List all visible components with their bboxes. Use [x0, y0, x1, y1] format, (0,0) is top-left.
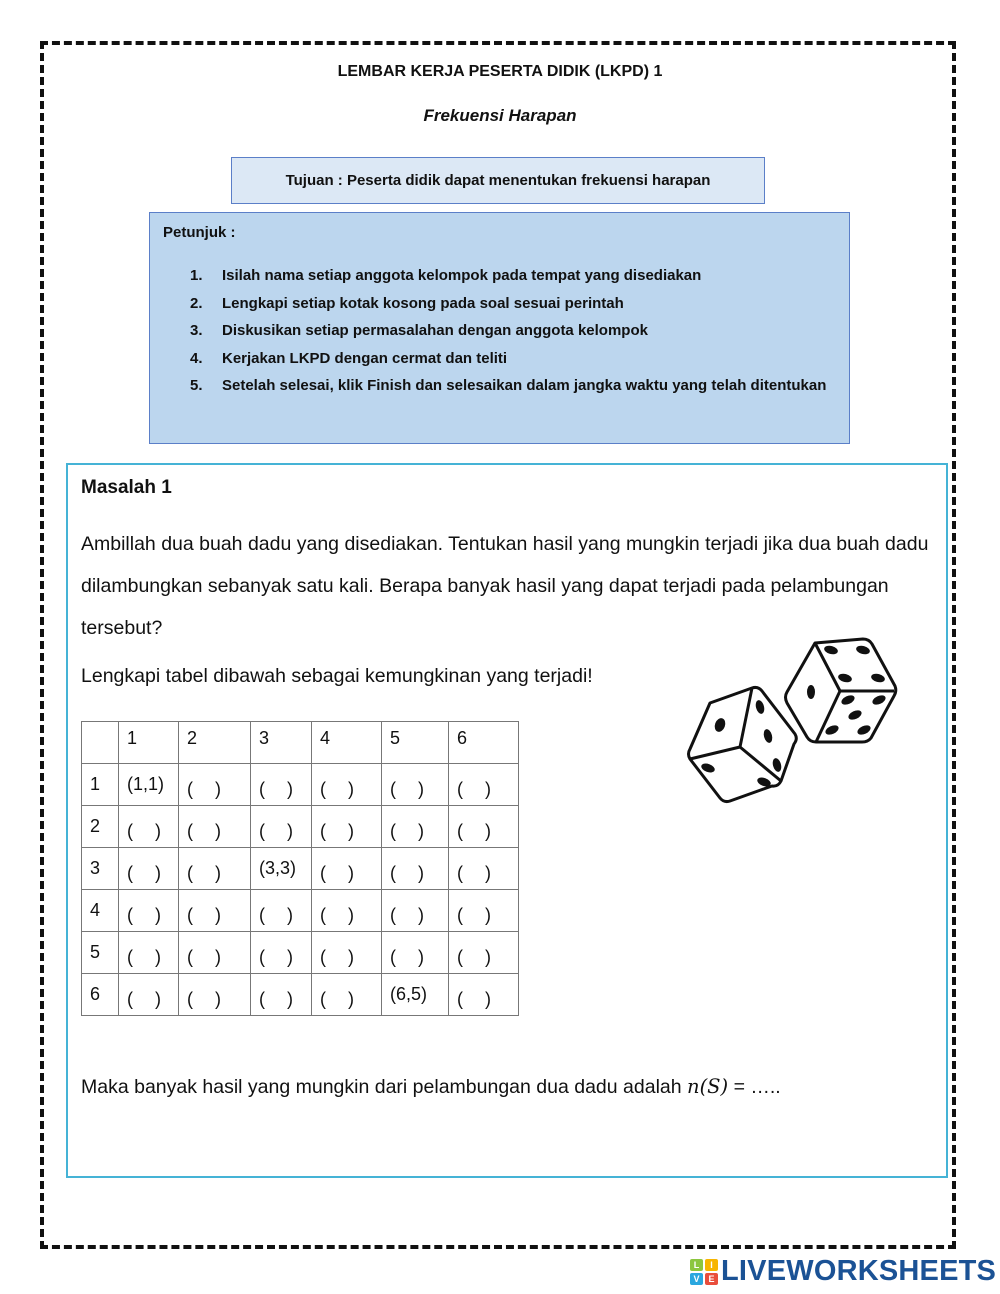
close-paren: ) — [287, 947, 293, 967]
open-paren: ( — [259, 989, 265, 1009]
outcome-cell — [119, 932, 179, 974]
liveworksheets-logo — [690, 1255, 996, 1288]
open-paren: ( — [187, 863, 193, 883]
open-paren: ( — [320, 905, 326, 925]
instruction-item — [190, 372, 837, 400]
column-header: 2 — [179, 722, 251, 764]
open-paren: ( — [127, 947, 133, 967]
outcome-cell — [382, 974, 449, 1016]
open-paren: ( — [187, 779, 193, 799]
outcome-cell — [382, 848, 449, 890]
logo-letter: L — [690, 1259, 703, 1271]
close-paren: ) — [215, 947, 221, 967]
open-paren: ( — [187, 989, 193, 1009]
open-paren: ( — [457, 905, 463, 925]
outcome-cell — [312, 848, 382, 890]
close-paren: ) — [155, 989, 161, 1009]
close-paren: ) — [418, 821, 424, 841]
open-paren: ( — [390, 779, 396, 799]
conclusion-answer-blank[interactable]: = ….. — [728, 1076, 781, 1098]
table-row — [82, 806, 519, 848]
problem-text: Ambillah dua buah dadu yang disediakan. Tentukan hasil yang mungkin terjadi jika dua buah dadu dilambungkan sebanyak satu kali. Berapa banyak hasil yang dapat terjadi pada pelambungan tersebut? — [81, 533, 929, 639]
close-paren: ) — [348, 779, 354, 799]
close-paren: ) — [287, 821, 293, 841]
instruction-text: Lengkapi setiap kotak kosong pada soal sesuai perintah — [222, 294, 624, 312]
open-paren: ( — [390, 821, 396, 841]
open-paren: ( — [457, 779, 463, 799]
instructions-box — [149, 212, 850, 444]
open-paren: ( — [187, 821, 193, 841]
outcome-cell — [119, 890, 179, 932]
conclusion — [81, 1075, 781, 1099]
close-paren: ) — [348, 905, 354, 925]
table-row — [82, 974, 519, 1016]
open-paren: ( — [187, 905, 193, 925]
logo-letter: I — [705, 1259, 718, 1271]
open-paren: ( — [390, 863, 396, 883]
outcome-cell — [119, 764, 179, 806]
outcome-cell — [449, 974, 519, 1016]
open-paren: ( — [259, 821, 265, 841]
close-paren: ) — [287, 989, 293, 1009]
close-paren: ) — [155, 947, 161, 967]
close-paren: ) — [287, 905, 293, 925]
table-row — [82, 890, 519, 932]
outcome-cell — [179, 974, 251, 1016]
open-paren: ( — [259, 779, 265, 799]
open-paren: ( — [259, 905, 265, 925]
outcome-cell — [251, 764, 312, 806]
outcome-cell — [251, 806, 312, 848]
live-logo-icon — [690, 1259, 718, 1285]
close-paren: ) — [485, 989, 491, 1009]
close-paren: ) — [348, 821, 354, 841]
outcome-cell — [251, 890, 312, 932]
instruction-number: 3. — [190, 322, 203, 339]
open-paren: ( — [320, 989, 326, 1009]
instruction-text: Setelah selesai, klik Finish dan selesaikan dalam jangka waktu yang telah ditentukan — [222, 377, 827, 394]
column-header: 1 — [119, 722, 179, 764]
outcome-cell — [382, 932, 449, 974]
logo-letter: V — [690, 1273, 703, 1285]
outcome-cell — [449, 932, 519, 974]
table-row — [82, 848, 519, 890]
instruction-number: 2. — [190, 294, 203, 312]
worksheet-subtitle: Frekuensi Harapan — [423, 106, 577, 125]
instruction-text: Kerjakan LKPD dengan cermat dan teliti — [222, 349, 508, 367]
outcome-cell — [179, 806, 251, 848]
open-paren: ( — [127, 905, 133, 925]
row-header: 5 — [82, 932, 119, 974]
outcome-cell — [449, 890, 519, 932]
instruction-text: Diskusikan setiap permasalahan dengan anggota kelompok — [222, 322, 648, 339]
right-die — [786, 639, 896, 742]
row-header: 3 — [82, 848, 119, 890]
table-row — [82, 764, 519, 806]
open-paren: ( — [127, 863, 133, 883]
close-paren: ) — [485, 821, 491, 841]
outcome-cell — [449, 806, 519, 848]
outcome-cell — [312, 764, 382, 806]
close-paren: ) — [348, 863, 354, 883]
close-paren: ) — [418, 779, 424, 799]
open-paren: ( — [457, 863, 463, 883]
instruction-item — [190, 290, 837, 318]
table-corner-cell — [82, 722, 119, 764]
open-paren: ( — [259, 947, 265, 967]
instructions-list — [190, 262, 837, 400]
close-paren: ) — [155, 905, 161, 925]
outcome-cell — [119, 806, 179, 848]
close-paren: ) — [418, 905, 424, 925]
close-paren: ) — [485, 779, 491, 799]
table-instruction: Lengkapi tabel dibawah sebagai kemungkinan yang terjadi! — [81, 665, 593, 687]
goal-box — [231, 157, 765, 204]
open-paren: ( — [320, 779, 326, 799]
sample-space-notation: n(S) — [687, 1075, 729, 1098]
close-paren: ) — [215, 779, 221, 799]
outcome-cell — [312, 806, 382, 848]
open-paren: ( — [390, 947, 396, 967]
outcome-cell — [312, 932, 382, 974]
column-header: 6 — [449, 722, 519, 764]
worksheet-title: LEMBAR KERJA PESERTA DIDIK (LKPD) 1 — [337, 63, 663, 80]
row-header: 1 — [82, 764, 119, 806]
close-paren: ) — [155, 863, 161, 883]
problem-box — [66, 463, 948, 1178]
outcome-cell — [382, 890, 449, 932]
problem-title: Masalah 1 — [81, 477, 172, 498]
open-paren: ( — [457, 947, 463, 967]
close-paren: ) — [485, 905, 491, 925]
close-paren: ) — [215, 863, 221, 883]
instruction-number: 5. — [190, 377, 203, 394]
instruction-text: Isilah nama setiap anggota kelompok pada tempat yang disediakan — [222, 267, 702, 284]
outcome-cell — [312, 890, 382, 932]
table-row — [82, 932, 519, 974]
outcome-value: (6,5) — [390, 984, 428, 1004]
outcome-cell — [382, 764, 449, 806]
close-paren: ) — [215, 821, 221, 841]
outcome-cell — [449, 848, 519, 890]
outcome-cell — [312, 974, 382, 1016]
instruction-item — [190, 345, 837, 373]
left-die — [689, 687, 797, 801]
close-paren: ) — [418, 863, 424, 883]
open-paren: ( — [127, 989, 133, 1009]
column-header: 5 — [382, 722, 449, 764]
close-paren: ) — [485, 863, 491, 883]
open-paren: ( — [320, 947, 326, 967]
outcome-value: (3,3) — [259, 858, 297, 878]
table-header-row — [82, 722, 519, 764]
open-paren: ( — [320, 821, 326, 841]
row-header: 2 — [82, 806, 119, 848]
outcome-cell — [449, 764, 519, 806]
column-header: 3 — [251, 722, 312, 764]
close-paren: ) — [155, 821, 161, 841]
column-header: 4 — [312, 722, 382, 764]
logo-text: LIVEWORKSHEETS — [721, 1255, 997, 1287]
instructions-title: Petunjuk : — [163, 224, 236, 241]
outcome-cell — [119, 848, 179, 890]
conclusion-prefix: Maka banyak hasil yang mungkin dari pelambungan dua dadu adalah — [81, 1076, 688, 1098]
close-paren: ) — [348, 947, 354, 967]
close-paren: ) — [418, 947, 424, 967]
open-paren: ( — [457, 821, 463, 841]
dice-icon — [678, 630, 908, 810]
close-paren: ) — [287, 779, 293, 799]
outcome-cell — [179, 890, 251, 932]
outcome-cell — [251, 974, 312, 1016]
logo-letter: E — [705, 1273, 718, 1285]
row-header: 4 — [82, 890, 119, 932]
outcome-cell — [179, 764, 251, 806]
instruction-number: 4. — [190, 349, 203, 367]
instruction-item — [190, 262, 837, 290]
instruction-number: 1. — [190, 267, 203, 284]
close-paren: ) — [485, 947, 491, 967]
open-paren: ( — [127, 821, 133, 841]
outcome-cell — [119, 974, 179, 1016]
outcome-cell — [179, 932, 251, 974]
open-paren: ( — [187, 947, 193, 967]
die-pip — [807, 685, 815, 699]
row-header: 6 — [82, 974, 119, 1016]
outcome-cell — [382, 806, 449, 848]
instruction-item — [190, 317, 837, 345]
outcome-cell — [251, 848, 312, 890]
close-paren: ) — [215, 989, 221, 1009]
close-paren: ) — [348, 989, 354, 1009]
outcomes-table — [81, 721, 519, 1016]
outcome-cell — [251, 932, 312, 974]
open-paren: ( — [457, 989, 463, 1009]
close-paren: ) — [215, 905, 221, 925]
goal-text: Tujuan : Peserta didik dapat menentukan frekuensi harapan — [285, 172, 711, 189]
outcome-value: (1,1) — [127, 774, 165, 794]
open-paren: ( — [320, 863, 326, 883]
open-paren: ( — [390, 905, 396, 925]
outcome-cell — [179, 848, 251, 890]
